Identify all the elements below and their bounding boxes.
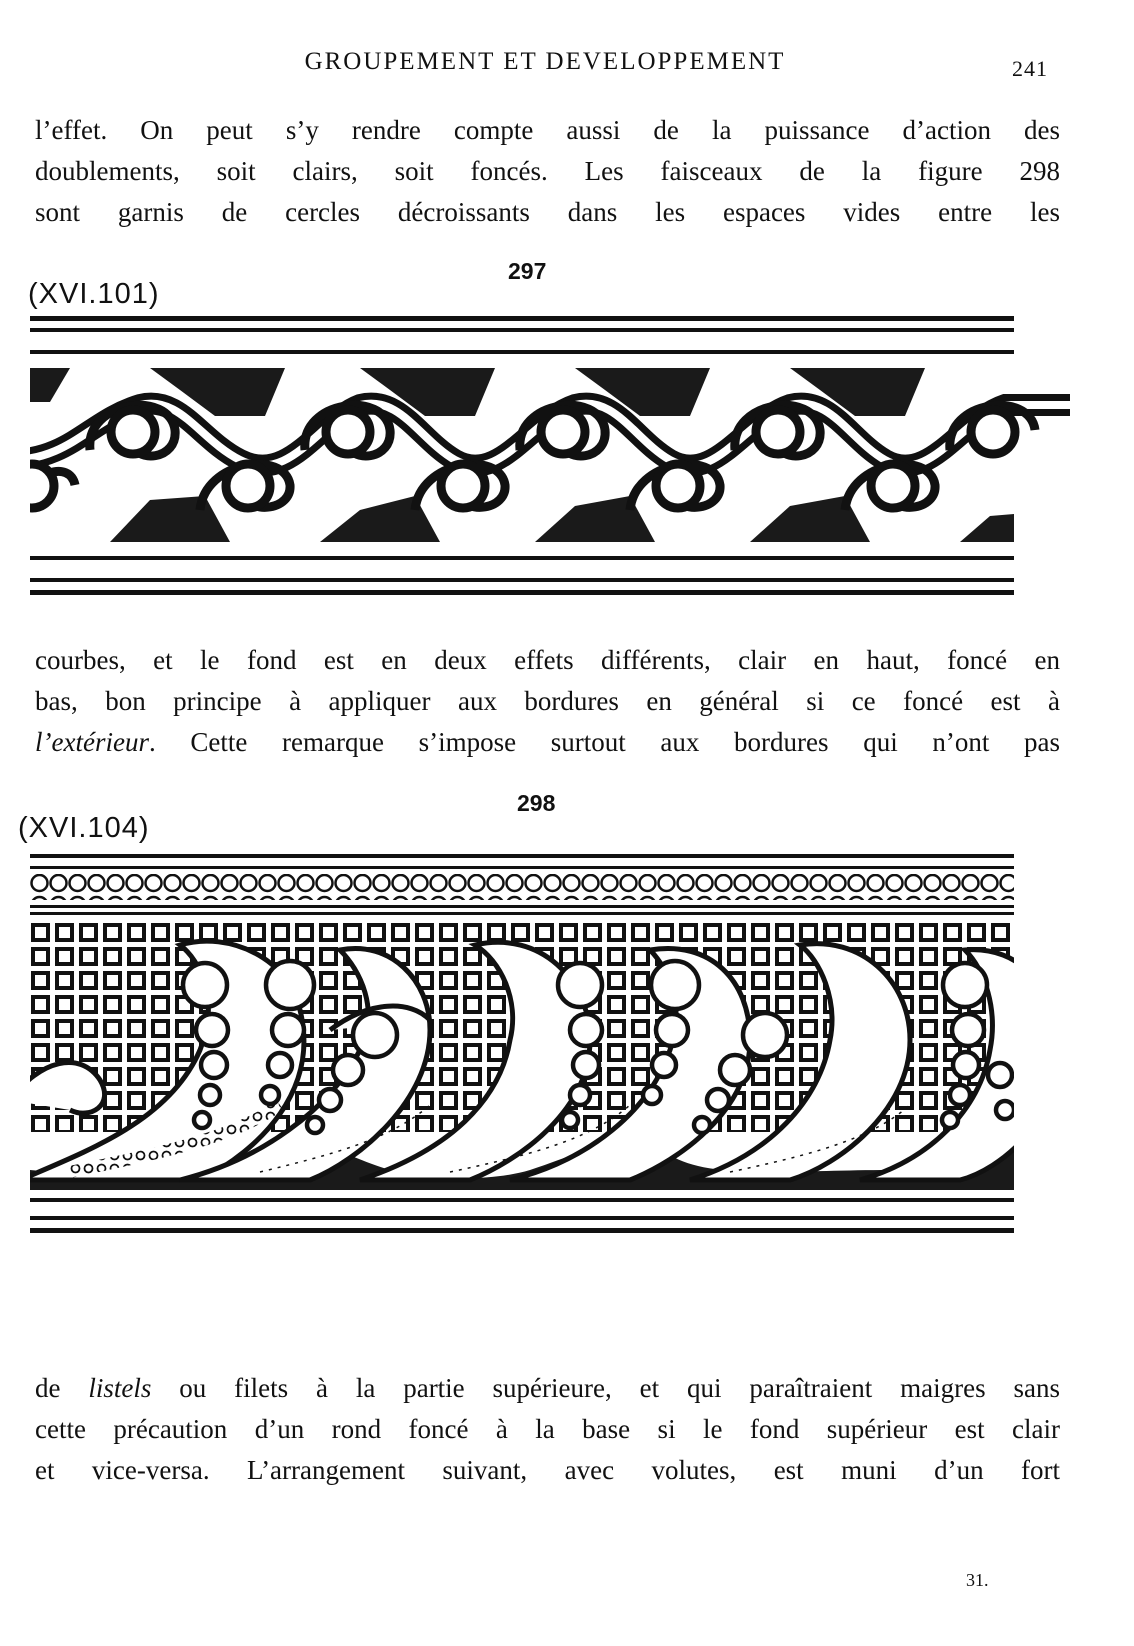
text-line: courbes, et le fond est en deux effets différents, clair en haut, foncé en (35, 645, 1060, 675)
text-segment: ou filets à la partie supérieure, et qui paraîtraient maigres sans (151, 1373, 1060, 1403)
text-line: l’effet. On peut s’y rendre compte aussi de la puissance d’action des (35, 115, 1060, 145)
border-ornament-297 (30, 310, 1070, 610)
text-segment: . Cette remarque s’impose surtout aux bordures qui n’ont pas (148, 727, 1060, 757)
top-rules (30, 316, 1014, 354)
bottom-rules (30, 556, 1014, 595)
figure-number-297: 297 (508, 258, 547, 284)
page-number: 241 (1012, 56, 1048, 81)
figure-number-298: 298 (517, 790, 556, 816)
text-line: et vice-versa. L’arrangement suivant, avec volutes, est muni d’un fort (35, 1455, 1060, 1485)
text-segment: de (35, 1373, 89, 1403)
figure-reference-297: (XVI.101) (28, 278, 160, 310)
figure-reference-298: (XVI.104) (18, 812, 150, 844)
italic-term: listels (88, 1373, 152, 1403)
chain-of-rings-band (30, 874, 1014, 900)
text-line: sont garnis de cercles décroissants dans les espaces vides entre les (35, 197, 1060, 227)
printer-signature-mark: 31. (966, 1570, 989, 1590)
bottom-rules (30, 1198, 1014, 1233)
text-line: doublements, soit clairs, soit foncés. Les faisceaux de la figure 298 (35, 156, 1060, 186)
paragraph-1 (35, 110, 1060, 233)
italic-term: l’extérieur (35, 727, 149, 757)
text-line: cette précaution d’un rond foncé à la base si le fond supérieur est clair (35, 1414, 1060, 1444)
text-line (35, 722, 1060, 763)
scroll-band (30, 368, 1070, 542)
running-head-title: GROUPEMENT ET DEVELOPPEMENT (304, 48, 786, 75)
text-line: bas, bon principe à appliquer aux bordures en général si ce foncé est à (35, 686, 1060, 716)
paragraph-2 (35, 640, 1060, 763)
text-line (35, 1368, 1060, 1409)
border-ornament-298 (30, 850, 1070, 1250)
wave-band (30, 922, 1060, 1190)
paragraph-3 (35, 1368, 1060, 1491)
